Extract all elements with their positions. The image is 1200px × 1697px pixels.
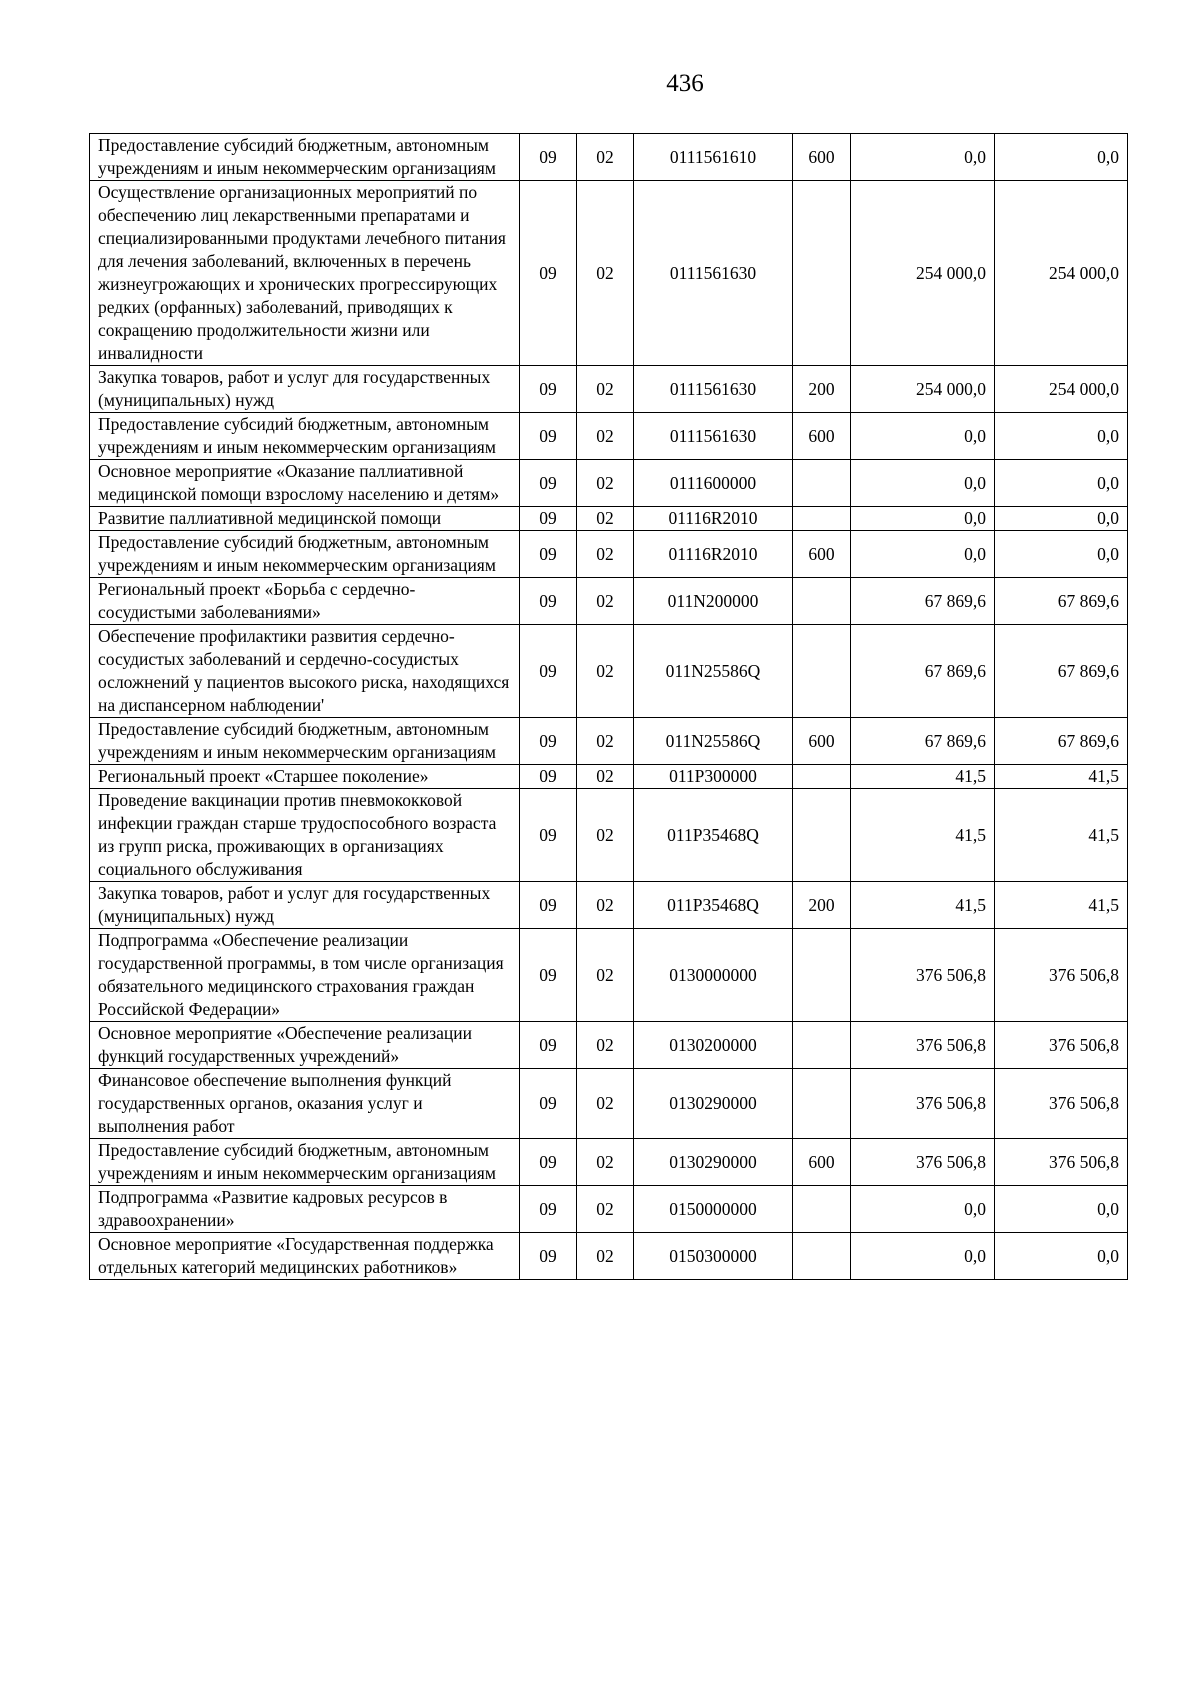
cell-amount-year-2: 376 506,8 [995, 1069, 1128, 1139]
table-row [90, 882, 1128, 929]
cell-name: Основное мероприятие «Государственная поддержка отдельных категорий медицинских работников» [90, 1233, 520, 1280]
cell-expense-type [793, 625, 851, 718]
cell-amount-year-2: 254 000,0 [995, 366, 1128, 413]
cell-subsection: 02 [577, 625, 634, 718]
cell-section: 09 [520, 531, 577, 578]
table-row [90, 765, 1128, 789]
cell-expense-type: 600 [793, 1139, 851, 1186]
cell-amount-year-1: 67 869,6 [851, 625, 995, 718]
table-row [90, 718, 1128, 765]
cell-subsection: 02 [577, 789, 634, 882]
cell-amount-year-1: 0,0 [851, 507, 995, 531]
cell-section: 09 [520, 366, 577, 413]
cell-amount-year-1: 0,0 [851, 531, 995, 578]
cell-target-article: 0111561630 [634, 181, 793, 366]
cell-target-article: 011N25586Q [634, 718, 793, 765]
table-row [90, 1186, 1128, 1233]
table-row [90, 789, 1128, 882]
cell-amount-year-2: 376 506,8 [995, 1022, 1128, 1069]
cell-section: 09 [520, 1233, 577, 1280]
cell-expense-type [793, 1069, 851, 1139]
cell-subsection: 02 [577, 1139, 634, 1186]
cell-name: Проведение вакцинации против пневмококковой инфекции граждан старше трудоспособного возраста из групп риска, проживающих в организациях социального обслуживания [90, 789, 520, 882]
table-row [90, 578, 1128, 625]
page-number: 436 [666, 70, 704, 97]
cell-amount-year-2: 0,0 [995, 413, 1128, 460]
cell-section: 09 [520, 578, 577, 625]
cell-expense-type [793, 929, 851, 1022]
cell-expense-type [793, 1186, 851, 1233]
cell-amount-year-1: 376 506,8 [851, 1022, 995, 1069]
table-row [90, 413, 1128, 460]
cell-subsection: 02 [577, 718, 634, 765]
cell-target-article: 0111561610 [634, 134, 793, 181]
table-row [90, 134, 1128, 181]
cell-amount-year-2: 0,0 [995, 460, 1128, 507]
cell-amount-year-2: 67 869,6 [995, 625, 1128, 718]
cell-subsection: 02 [577, 366, 634, 413]
cell-section: 09 [520, 181, 577, 366]
cell-subsection: 02 [577, 882, 634, 929]
cell-section: 09 [520, 413, 577, 460]
cell-section: 09 [520, 765, 577, 789]
cell-amount-year-2: 0,0 [995, 1186, 1128, 1233]
cell-amount-year-1: 41,5 [851, 765, 995, 789]
cell-target-article: 011N25586Q [634, 625, 793, 718]
cell-expense-type [793, 789, 851, 882]
cell-subsection: 02 [577, 578, 634, 625]
cell-section: 09 [520, 1186, 577, 1233]
cell-expense-type: 600 [793, 413, 851, 460]
cell-subsection: 02 [577, 507, 634, 531]
cell-amount-year-2: 0,0 [995, 531, 1128, 578]
cell-expense-type [793, 1233, 851, 1280]
cell-name: Подпрограмма «Развитие кадровых ресурсов в здравоохранении» [90, 1186, 520, 1233]
table-row [90, 507, 1128, 531]
cell-section: 09 [520, 929, 577, 1022]
table-row [90, 531, 1128, 578]
table-row [90, 929, 1128, 1022]
cell-amount-year-1: 41,5 [851, 789, 995, 882]
cell-name: Развитие паллиативной медицинской помощи [90, 507, 520, 531]
cell-amount-year-1: 0,0 [851, 134, 995, 181]
cell-amount-year-2: 41,5 [995, 789, 1128, 882]
cell-target-article: 0150000000 [634, 1186, 793, 1233]
cell-amount-year-1: 376 506,8 [851, 1069, 995, 1139]
table-row [90, 366, 1128, 413]
cell-subsection: 02 [577, 134, 634, 181]
cell-name: Закупка товаров, работ и услуг для государственных (муниципальных) нужд [90, 366, 520, 413]
cell-amount-year-1: 0,0 [851, 460, 995, 507]
cell-target-article: 0130200000 [634, 1022, 793, 1069]
cell-amount-year-2: 41,5 [995, 882, 1128, 929]
cell-target-article: 011P35468Q [634, 789, 793, 882]
cell-subsection: 02 [577, 1022, 634, 1069]
cell-name: Основное мероприятие «Обеспечение реализации функций государственных учреждений» [90, 1022, 520, 1069]
cell-target-article: 011N200000 [634, 578, 793, 625]
cell-amount-year-1: 254 000,0 [851, 181, 995, 366]
table-row [90, 625, 1128, 718]
cell-amount-year-2: 0,0 [995, 1233, 1128, 1280]
cell-amount-year-2: 254 000,0 [995, 181, 1128, 366]
cell-amount-year-2: 0,0 [995, 507, 1128, 531]
cell-section: 09 [520, 718, 577, 765]
cell-section: 09 [520, 1139, 577, 1186]
cell-amount-year-1: 376 506,8 [851, 929, 995, 1022]
cell-amount-year-1: 41,5 [851, 882, 995, 929]
cell-subsection: 02 [577, 1069, 634, 1139]
cell-name: Региональный проект «Борьба с сердечно-сосудистыми заболеваниями» [90, 578, 520, 625]
cell-name: Основное мероприятие «Оказание паллиативной медицинской помощи взрослому населению и детям» [90, 460, 520, 507]
cell-section: 09 [520, 507, 577, 531]
cell-expense-type [793, 507, 851, 531]
cell-amount-year-1: 67 869,6 [851, 718, 995, 765]
cell-target-article: 0130000000 [634, 929, 793, 1022]
table-row [90, 1139, 1128, 1186]
cell-expense-type: 600 [793, 134, 851, 181]
cell-expense-type: 600 [793, 531, 851, 578]
table-row [90, 1233, 1128, 1280]
cell-name: Предоставление субсидий бюджетным, автономным учреждениям и иным некоммерческим организациям [90, 134, 520, 181]
cell-name: Предоставление субсидий бюджетным, автономным учреждениям и иным некоммерческим организациям [90, 718, 520, 765]
cell-expense-type: 200 [793, 882, 851, 929]
table-row [90, 1022, 1128, 1069]
table-row [90, 1069, 1128, 1139]
cell-target-article: 011P300000 [634, 765, 793, 789]
cell-name: Предоставление субсидий бюджетным, автономным учреждениям и иным некоммерческим организациям [90, 1139, 520, 1186]
cell-amount-year-1: 0,0 [851, 1186, 995, 1233]
table-body [90, 134, 1128, 1280]
table-row [90, 181, 1128, 366]
cell-subsection: 02 [577, 460, 634, 507]
cell-amount-year-2: 41,5 [995, 765, 1128, 789]
cell-target-article: 0150300000 [634, 1233, 793, 1280]
cell-subsection: 02 [577, 929, 634, 1022]
cell-expense-type [793, 1022, 851, 1069]
cell-section: 09 [520, 1069, 577, 1139]
cell-expense-type [793, 578, 851, 625]
cell-section: 09 [520, 1022, 577, 1069]
cell-section: 09 [520, 460, 577, 507]
cell-name: Предоставление субсидий бюджетным, автономным учреждениям и иным некоммерческим организациям [90, 531, 520, 578]
cell-amount-year-2: 67 869,6 [995, 718, 1128, 765]
cell-amount-year-2: 0,0 [995, 134, 1128, 181]
cell-subsection: 02 [577, 1186, 634, 1233]
cell-target-article: 0111561630 [634, 366, 793, 413]
cell-section: 09 [520, 789, 577, 882]
cell-target-article: 0130290000 [634, 1139, 793, 1186]
cell-subsection: 02 [577, 413, 634, 460]
cell-section: 09 [520, 882, 577, 929]
cell-expense-type [793, 460, 851, 507]
cell-name: Обеспечение профилактики развития сердечно-сосудистых заболеваний и сердечно-сосудистых осложнений у пациентов высокого риска, находящихся на диспансерном наблюдении' [90, 625, 520, 718]
cell-amount-year-2: 67 869,6 [995, 578, 1128, 625]
cell-subsection: 02 [577, 531, 634, 578]
cell-name: Предоставление субсидий бюджетным, автономным учреждениям и иным некоммерческим организациям [90, 413, 520, 460]
cell-subsection: 02 [577, 181, 634, 366]
cell-expense-type: 200 [793, 366, 851, 413]
cell-name: Закупка товаров, работ и услуг для государственных (муниципальных) нужд [90, 882, 520, 929]
table-row [90, 460, 1128, 507]
cell-target-article: 01116R2010 [634, 531, 793, 578]
cell-section: 09 [520, 134, 577, 181]
cell-amount-year-2: 376 506,8 [995, 1139, 1128, 1186]
cell-section: 09 [520, 625, 577, 718]
cell-target-article: 011P35468Q [634, 882, 793, 929]
cell-target-article: 0130290000 [634, 1069, 793, 1139]
cell-target-article: 0111600000 [634, 460, 793, 507]
cell-amount-year-1: 67 869,6 [851, 578, 995, 625]
budget-table [89, 133, 1128, 1280]
cell-subsection: 02 [577, 765, 634, 789]
cell-subsection: 02 [577, 1233, 634, 1280]
cell-target-article: 01116R2010 [634, 507, 793, 531]
cell-name: Осуществление организационных мероприятий по обеспечению лиц лекарственными препаратами и специализированными продуктами лечебного питания для лечения заболеваний, включенных в перечень жизнеугрожающих и хронических прогрессирующих редких (орфанных) заболеваний, приводящих к сокращению продолжительности жизни или инвалидности [90, 181, 520, 366]
cell-target-article: 0111561630 [634, 413, 793, 460]
cell-amount-year-2: 376 506,8 [995, 929, 1128, 1022]
cell-expense-type [793, 181, 851, 366]
cell-amount-year-1: 254 000,0 [851, 366, 995, 413]
cell-expense-type [793, 765, 851, 789]
cell-expense-type: 600 [793, 718, 851, 765]
cell-name: Подпрограмма «Обеспечение реализации государственной программы, в том числе организация обязательного медицинского страхования граждан Российской Федерации» [90, 929, 520, 1022]
cell-amount-year-1: 0,0 [851, 413, 995, 460]
cell-amount-year-1: 0,0 [851, 1233, 995, 1280]
cell-name: Финансовое обеспечение выполнения функций государственных органов, оказания услуг и выполнения работ [90, 1069, 520, 1139]
cell-amount-year-1: 376 506,8 [851, 1139, 995, 1186]
cell-name: Региональный проект «Старшее поколение» [90, 765, 520, 789]
